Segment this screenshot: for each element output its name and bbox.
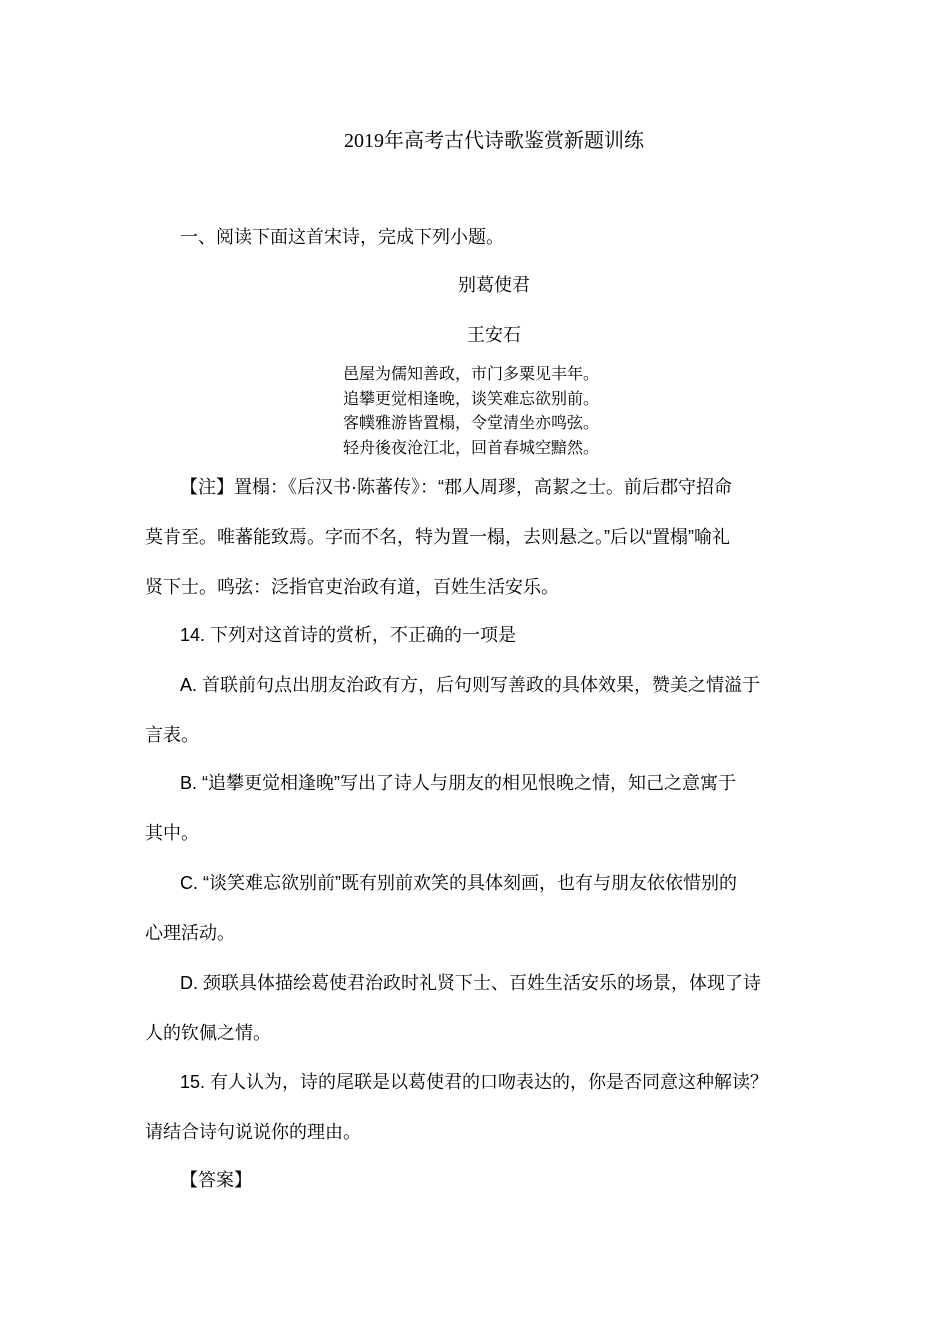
option-a-cont: 言表。 bbox=[145, 725, 199, 745]
question-15-stem: 15. 有人认为，诗的尾联是以葛使君的口吻表达的，你是否同意这种解读？ bbox=[180, 1072, 769, 1092]
section-intro: 一、阅读下面这首宋诗，完成下列小题。 bbox=[180, 227, 504, 247]
option-a: A. 首联前句点出朋友治政有方，后句则写善政的具体效果，赞美之情溢于 bbox=[180, 675, 761, 695]
option-c-cont: 心理活动。 bbox=[145, 923, 235, 943]
option-b-cont: 其中。 bbox=[145, 823, 199, 843]
poem-title: 别葛使君 bbox=[458, 275, 530, 295]
poem-line: 追攀更觉相逢晚，谈笑难忘欲别前。 bbox=[343, 388, 600, 408]
option-d-cont: 人的钦佩之情。 bbox=[145, 1023, 271, 1043]
note-line: 【注】置榻：《后汉书·陈蕃传》：“郡人周璆，高絜之士。前后郡守招命 bbox=[180, 477, 732, 497]
poem-body bbox=[343, 362, 599, 460]
poem-line: 轻舟後夜沧江北，回首春城空黯然。 bbox=[343, 437, 600, 457]
note-line: 贤下士。鸣弦：泛指官吏治政有道，百姓生活安乐。 bbox=[145, 577, 559, 597]
option-d: D. 颈联具体描绘葛使君治政时礼贤下士、百姓生活安乐的场景，体现了诗 bbox=[180, 973, 761, 993]
document-title: 2019年高考古代诗歌鉴赏新题训练 bbox=[344, 130, 644, 152]
note-line: 莫肯至。唯蕃能致焉。字而不名，特为置一榻，去则悬之。”后以“置榻”喻礼 bbox=[145, 527, 730, 547]
poem-line: 客幞雅游皆置榻，令堂清坐亦鸣弦。 bbox=[343, 413, 600, 432]
question-14-stem: 14. 下列对这首诗的赏析，不正确的一项是 bbox=[180, 625, 517, 645]
option-c: C. “谈笑难忘欲别前”既有别前欢笑的具体刻画，也有与朋友依依惜别的 bbox=[180, 873, 737, 893]
option-b: B. “追攀更觉相逢晚”写出了诗人与朋友的相见恨晚之情，知己之意寓于 bbox=[180, 773, 736, 793]
poem-line: 邑屋为儒知善政，市门多粟见丰年。 bbox=[343, 364, 600, 383]
poem-author: 王安石 bbox=[467, 325, 521, 345]
answer-label: 【答案】 bbox=[180, 1170, 252, 1190]
question-15-cont: 请结合诗句说说你的理由。 bbox=[145, 1122, 361, 1142]
